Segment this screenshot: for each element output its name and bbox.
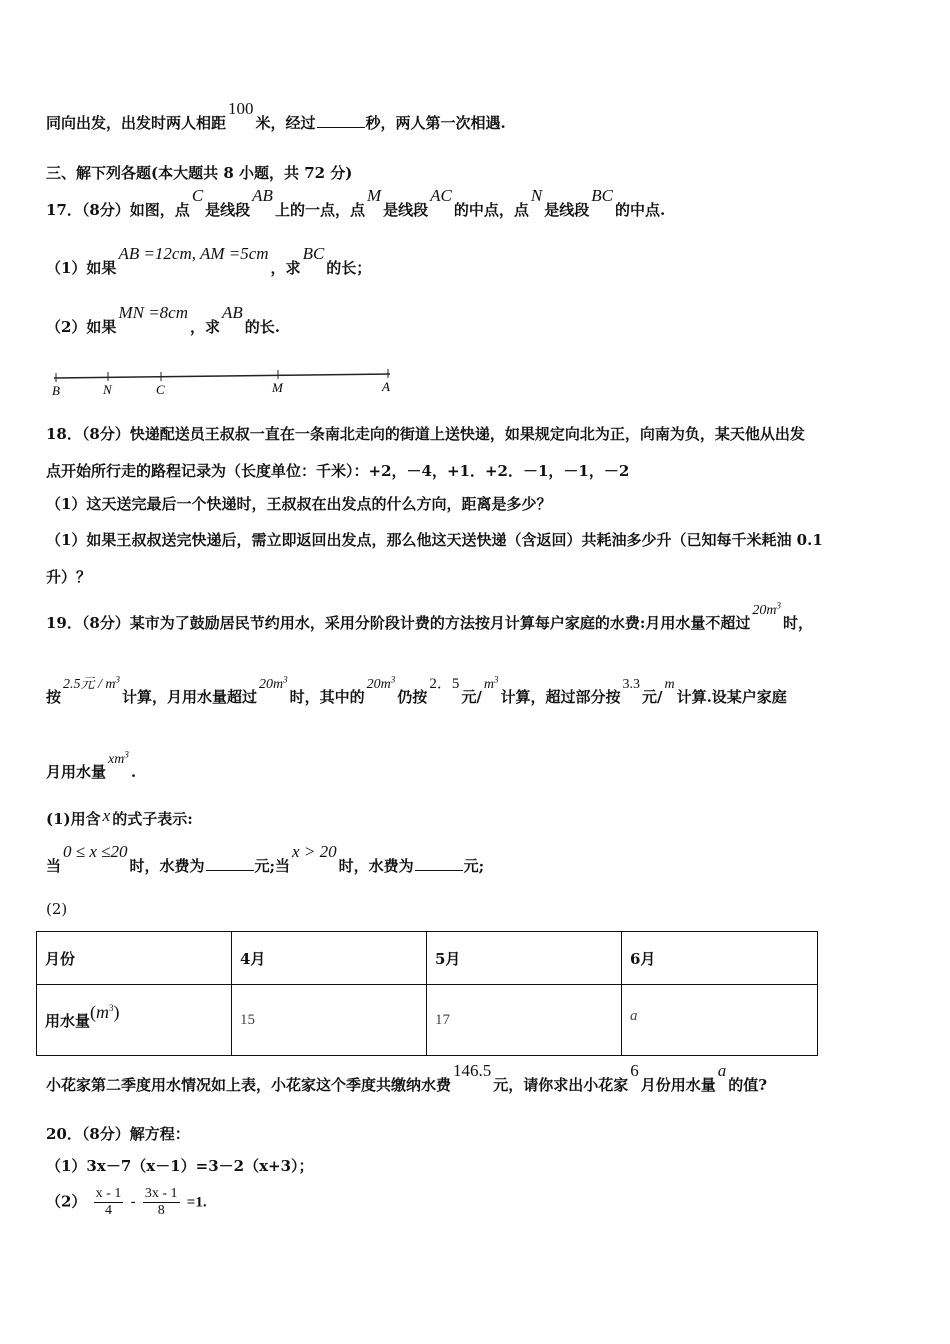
line-segment-figure bbox=[46, 366, 396, 398]
q20-part2: （2） $\frac{x - 1}{4}$ - $\frac{3x - 1}{8}$ =1. bbox=[46, 1186, 207, 1218]
q20-part1: （1）3x－7（x－1）=3－2（x+3）； bbox=[46, 1157, 314, 1175]
fraction: $\frac{x - 1}{4}$ bbox=[95, 1186, 122, 1218]
q17-stem: 17．（8分）如图，点C是线段AB上的一点，点M是线段AC的中点，点N是线段BC的中点. bbox=[46, 186, 666, 219]
q18-line1: 18．（8分）快递配送员王叔叔一直在一条南北走向的街道上送快递，如果规定向北为正，向南为负，某天他从出发 bbox=[46, 425, 805, 443]
q17-part1: （1）如果AB =12cm, AM =5cm，求BC的长； bbox=[46, 244, 372, 277]
q18-part1: （1）这天送完最后一个快递时，王叔叔在出发点的什么方向，距离是多少？ bbox=[46, 495, 552, 513]
answer-blank bbox=[317, 115, 365, 128]
q19-line1: 19．（8分）某市为了鼓励居民节约用水，采用分阶段计费的方法按月计算每户家庭的水费:月用水量不超过$20m^3$时， bbox=[46, 600, 813, 632]
fraction: $\frac{3x - 1}{8}$ bbox=[144, 1186, 178, 1218]
label-a: A bbox=[382, 379, 390, 394]
segment-line bbox=[54, 374, 390, 378]
table-row: 月份 4月 5月 6月 bbox=[37, 932, 818, 985]
label-m: M bbox=[272, 380, 283, 395]
q19-part1: (1)用含 x 的式子表示: bbox=[46, 806, 193, 828]
label-n: N bbox=[103, 382, 112, 397]
q18-part2-cont: 升）？ bbox=[46, 568, 92, 586]
q20-stem: 20．（8分）解方程： bbox=[46, 1125, 190, 1143]
label-b: B bbox=[52, 383, 60, 398]
table-row: 用水量$(m^3)$ 15 17 a bbox=[37, 985, 818, 1056]
q19-footer: 小花家第二季度用水情况如上表，小花家这个季度共缴纳水费146.5元，请你求出小花家6月份用水量a的值? bbox=[46, 1061, 768, 1094]
line-meeting: 同向出发，出发时两人相距100米，经过 秒，两人第一次相遇. bbox=[46, 99, 506, 132]
water-usage-table bbox=[36, 931, 818, 1056]
answer-blank bbox=[206, 858, 254, 871]
q18-line2: 点开始所行走的路程记录为（长度单位：千米）：+2，－4，+1．+2．－1，－1，－2 bbox=[46, 462, 630, 480]
label-c: C bbox=[156, 382, 165, 397]
section-3-heading: 三、解下列各题(本大题共 8 小题，共 72 分) bbox=[46, 164, 353, 182]
q17-part2: （2）如果MN =8cm，求AB的长. bbox=[46, 303, 281, 336]
q19-part2: (2) bbox=[46, 900, 68, 918]
q19-part1-expr: 当0 ≤ x ≤20时，水费为 元;当x > 20时，水费为 元; bbox=[46, 842, 485, 875]
q18-part2: （1）如果王叔叔送完快递后，需立即返回出发点，那么他这天送快递（含返回）共耗油多少升（已知每千米耗油 0.1 bbox=[46, 531, 823, 549]
q19-line3: 月用水量$xm^3$. bbox=[46, 749, 137, 781]
answer-blank bbox=[415, 858, 463, 871]
q19-line2: 按2.5元 / $m^3$计算，月用水量超过$20m^3$时，其中的$20m^3$仍按2．5元$/m^3$计算，超过部分按3.3元/m计算.设某户家庭 bbox=[46, 674, 787, 706]
